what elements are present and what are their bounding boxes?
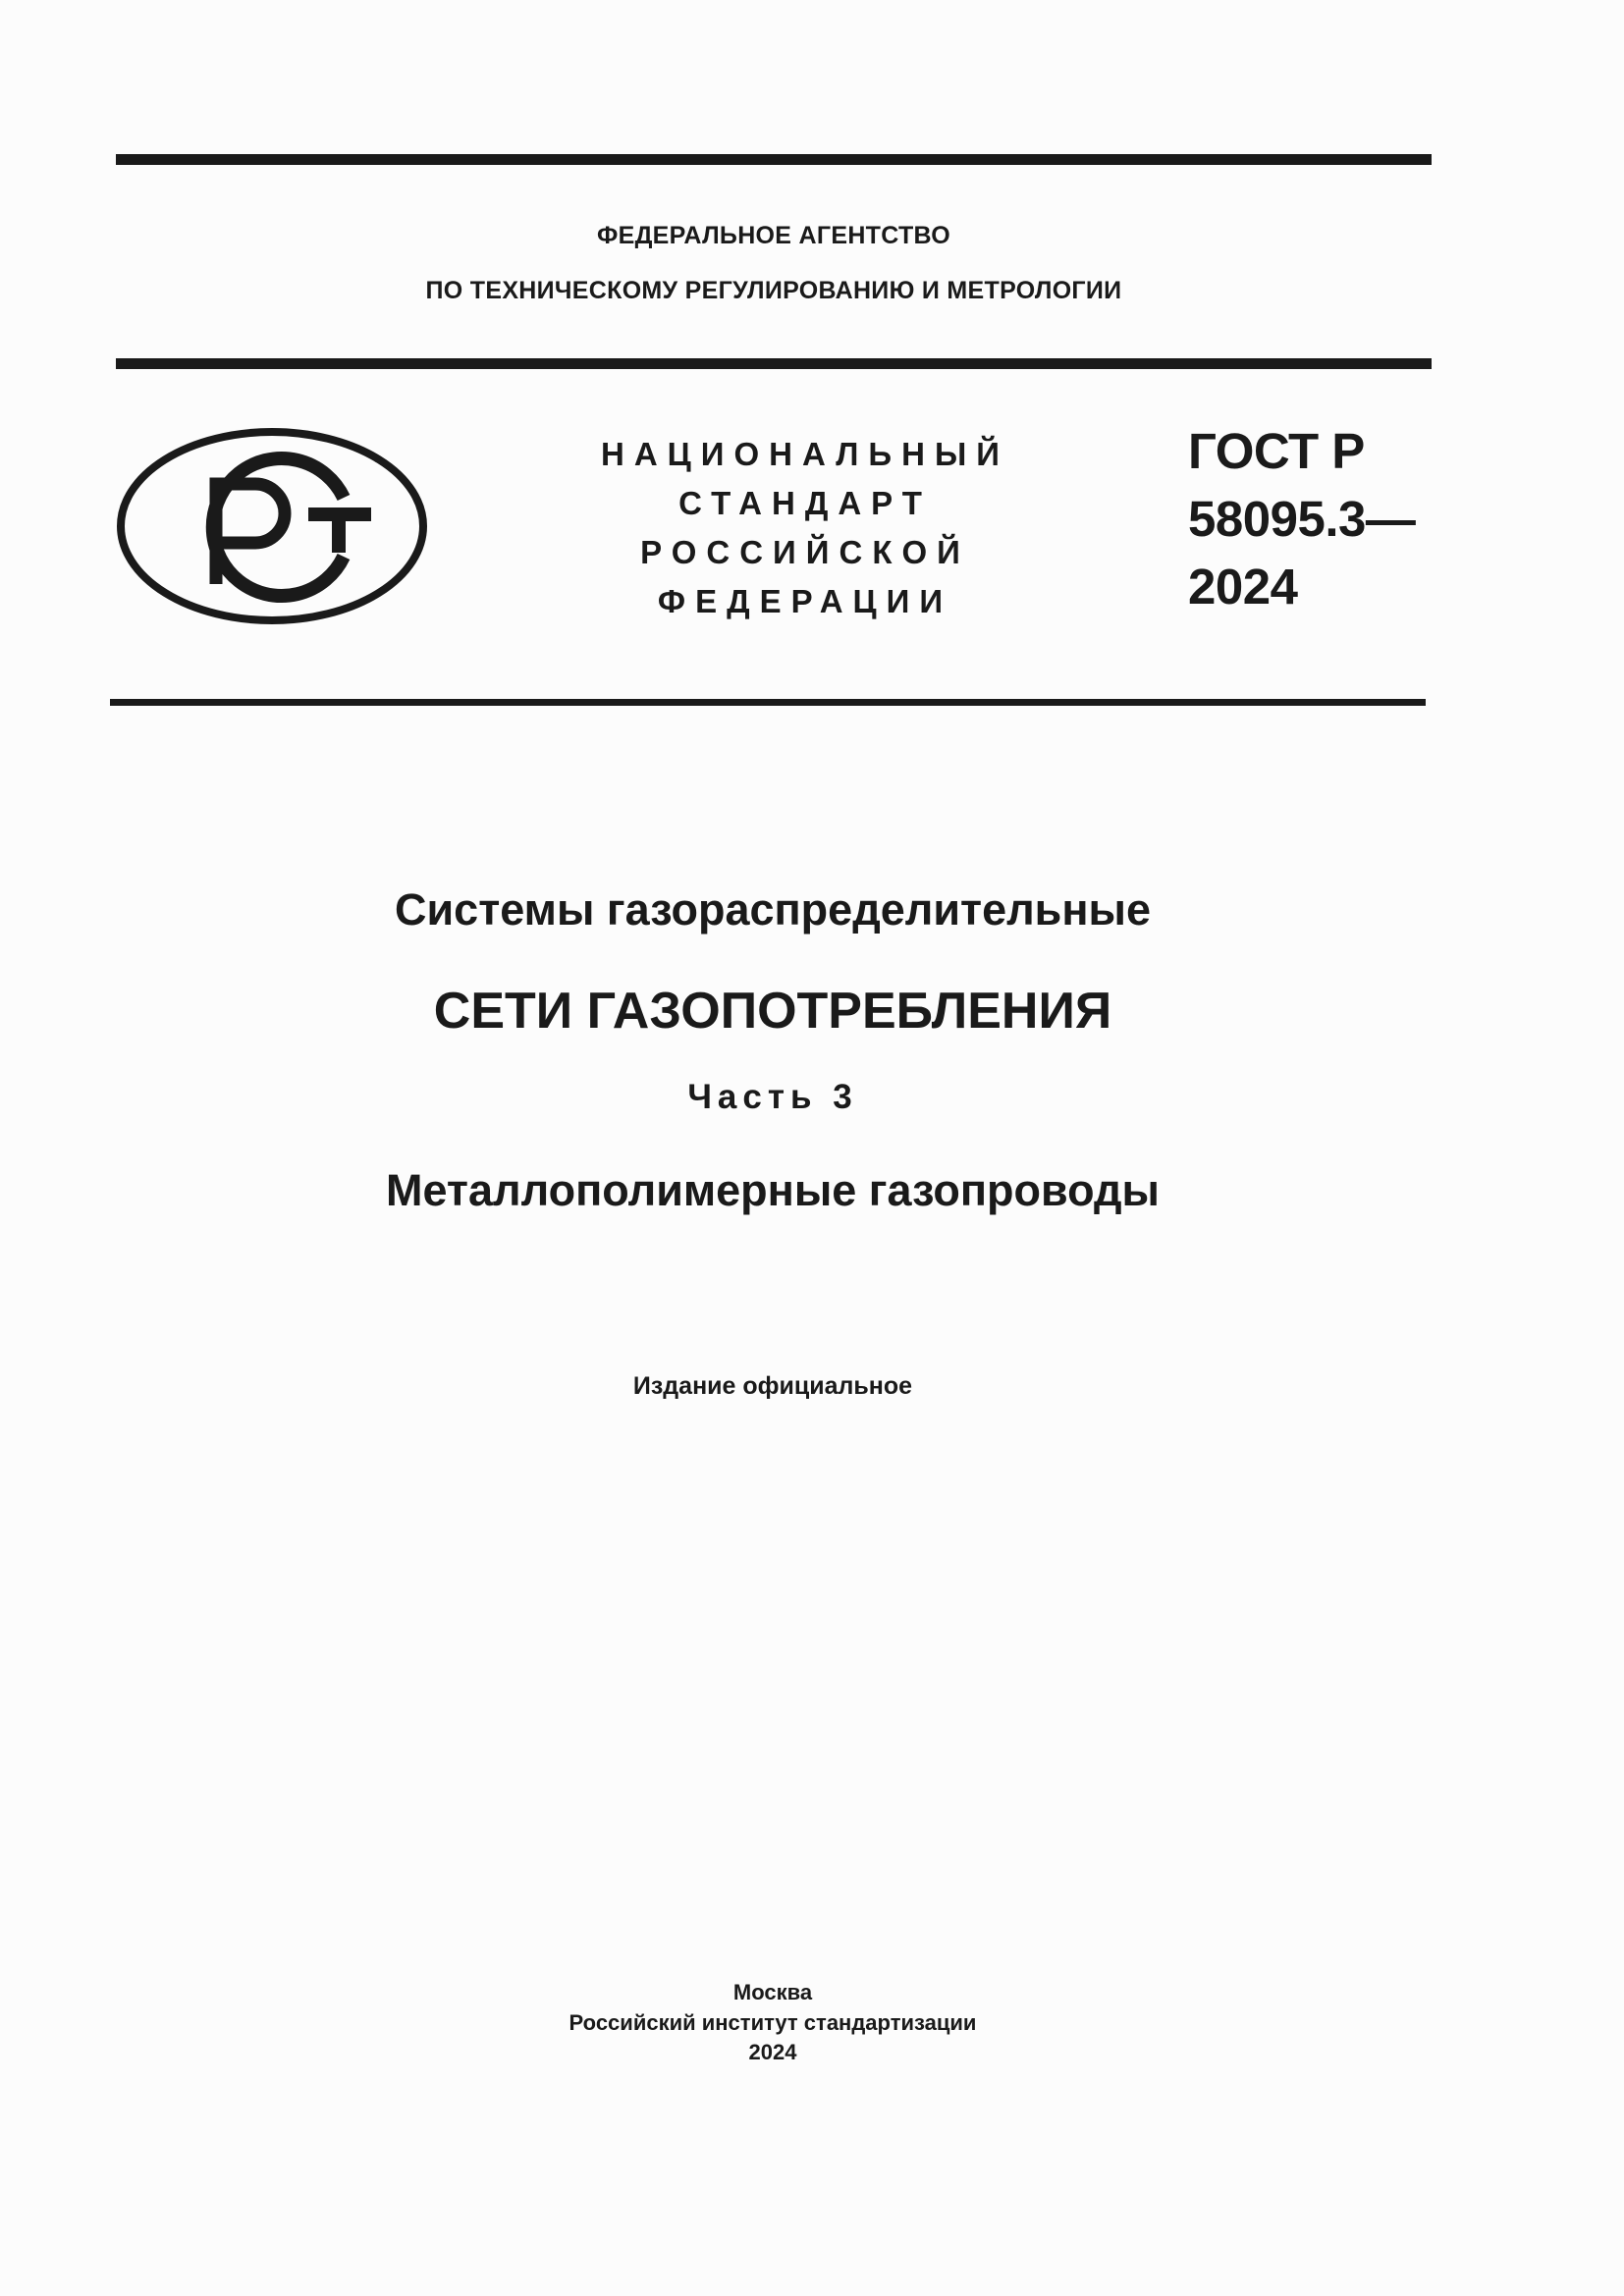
document-title-line2: СЕТИ ГАЗОПОТРЕБЛЕНИЯ <box>433 983 1112 1040</box>
bottom-rule <box>110 699 1426 706</box>
agency-name-line2: ПО ТЕХНИЧЕСКОМУ РЕГУЛИРОВАНИЮ И МЕТРОЛОГИИ <box>425 277 1122 304</box>
agency-name-line1: ФЕДЕРАЛЬНОЕ АГЕНТСТВО <box>596 222 951 249</box>
publisher-institute: Российский институт стандартизации <box>568 2010 977 2035</box>
publication-year: 2024 <box>748 2040 797 2064</box>
standard-type-line1: НАЦИОНАЛЬНЫЙ <box>601 436 1009 472</box>
document-subtitle: Металлополимерные газопроводы <box>386 1165 1160 1215</box>
top-rule <box>116 154 1432 165</box>
designation-line2: 58095.3— <box>1188 491 1416 547</box>
gost-r-logo-icon <box>116 427 428 625</box>
designation-line1: ГОСТ Р <box>1188 423 1365 479</box>
standard-type-line3: РОССИЙСКОЙ <box>640 534 970 570</box>
edition-label: Издание официальное <box>632 1372 913 1400</box>
document-title-line1: Системы газораспределительные <box>395 884 1151 934</box>
standard-type-line2: СТАНДАРТ <box>678 485 932 521</box>
middle-rule <box>116 358 1432 369</box>
publisher-city: Москва <box>732 1980 813 2004</box>
standard-type-line4: ФЕДЕРАЦИИ <box>657 583 953 619</box>
document-part: Часть 3 <box>687 1078 858 1116</box>
designation-line3: 2024 <box>1188 559 1298 614</box>
